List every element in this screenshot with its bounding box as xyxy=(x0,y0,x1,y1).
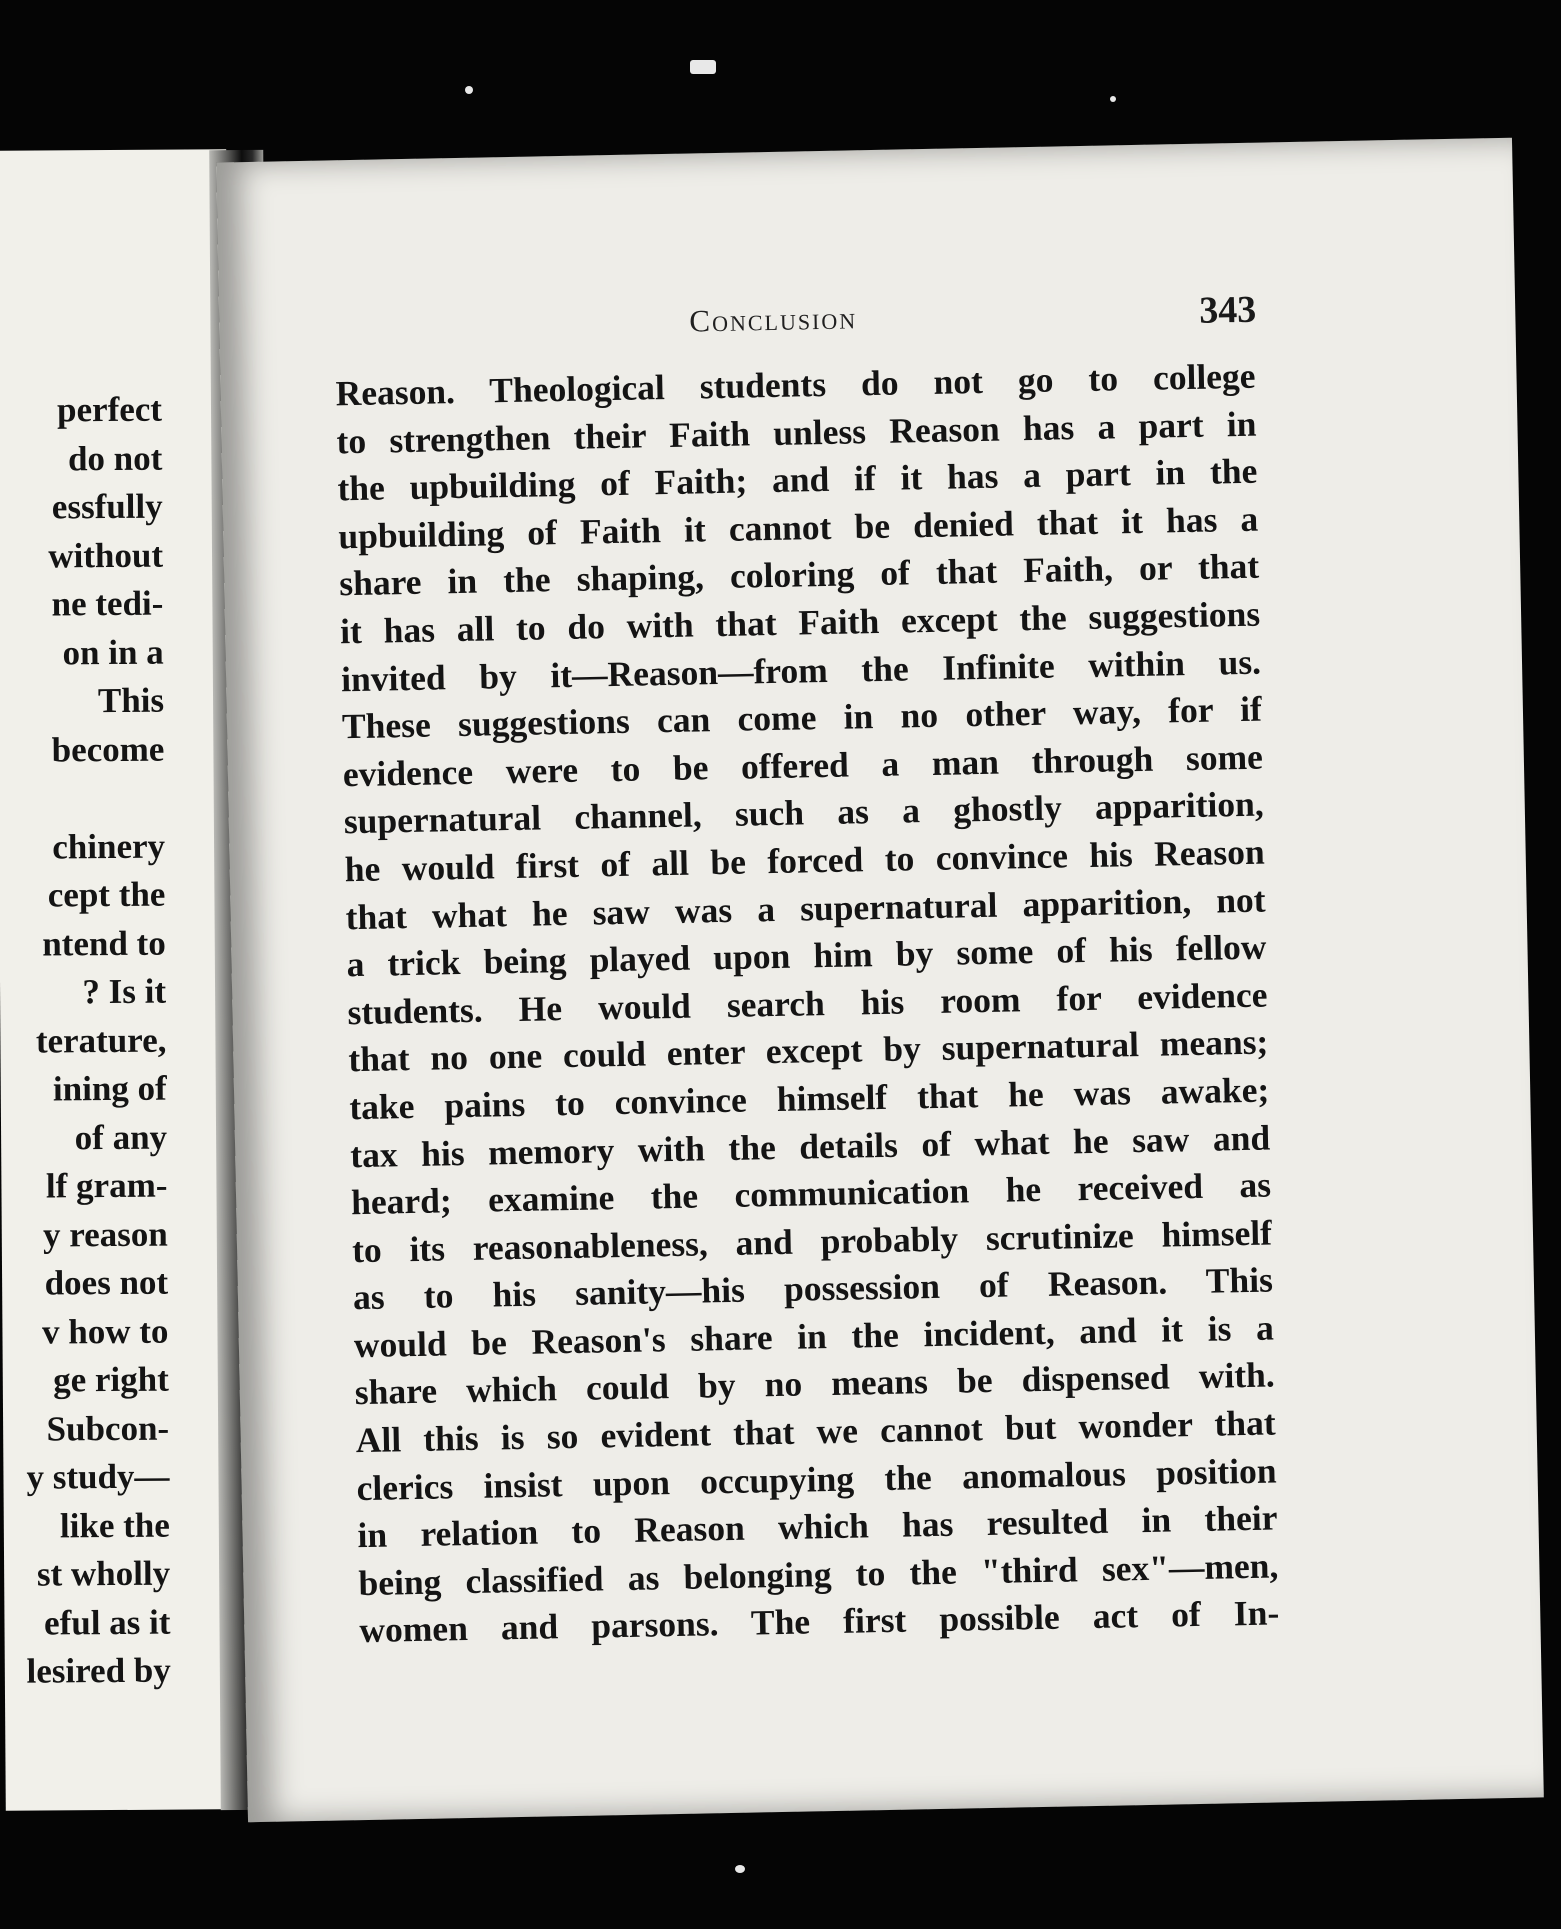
left-line: become xyxy=(51,729,165,769)
left-line: like the xyxy=(59,1505,170,1545)
text-line: share which could by no means be dispensed with. xyxy=(354,1354,1276,1413)
text-line: he would first of all be forced to convince his Reason xyxy=(344,831,1265,890)
left-page-text xyxy=(0,386,171,1698)
left-line xyxy=(0,774,165,825)
left-line: ntend to xyxy=(42,923,166,964)
text-line: that no one could enter except by supernatural means; xyxy=(348,1021,1269,1080)
text-line: invited by it—Reason—from the Infinite within us. xyxy=(340,641,1262,699)
text-line: women and parsons. The first possible act of In- xyxy=(359,1592,1280,1651)
left-line: does not xyxy=(44,1262,169,1303)
text-line: tax his memory with the details of what he saw and xyxy=(349,1117,1271,1175)
text-line: Reason. Theological students do not go to college xyxy=(335,355,1256,414)
dust-speck xyxy=(1110,96,1116,102)
text-line: to its reasonableness, and probably scrutinize himself xyxy=(351,1212,1273,1270)
left-line: essfully xyxy=(51,486,163,527)
left-line: without xyxy=(48,535,164,575)
left-line: ge right xyxy=(52,1359,169,1400)
left-line: on in a xyxy=(62,632,164,672)
left-line: ne tedi- xyxy=(51,583,164,624)
left-line: This xyxy=(97,680,165,721)
text-line: clerics insist upon occupying the anomalous position xyxy=(356,1450,1277,1508)
left-line: terature, xyxy=(35,1020,167,1061)
left-line: chinery xyxy=(52,826,166,866)
text-line: as to his sanity—his possession of Reason. This xyxy=(352,1259,1274,1318)
left-line: lf gram- xyxy=(45,1165,168,1206)
text-line: that what he saw was a supernatural apparition, not xyxy=(345,879,1266,937)
left-line: do not xyxy=(67,438,163,478)
text-line: being classified as belonging to the "third sex"—men, xyxy=(358,1545,1279,1603)
text-line: to strengthen their Faith unless Reason has a part in xyxy=(336,403,1257,461)
right-page xyxy=(216,138,1544,1823)
text-line: would be Reason's share in the incident, and it is a xyxy=(353,1307,1275,1366)
text-line: take pains to convince himself that he was awake; xyxy=(348,1069,1270,1128)
page-number: 343 xyxy=(1198,288,1257,332)
text-line: evidence were to be offered a man through some xyxy=(342,736,1264,795)
left-line: ining of xyxy=(52,1068,167,1109)
text-line: All this is so evident that we cannot but wonder that xyxy=(355,1402,1276,1461)
left-line: v how to xyxy=(41,1311,169,1352)
text-line: upbuilding of Faith it cannot be denied that it has a xyxy=(337,498,1259,557)
text-line: These suggestions can come in no other way, for if xyxy=(341,688,1263,747)
dust-speck xyxy=(465,86,473,94)
left-line: ? Is it xyxy=(82,971,167,1012)
left-line: y study— xyxy=(26,1456,170,1497)
left-line: eful as it xyxy=(43,1602,171,1643)
left-page xyxy=(0,149,238,1811)
text-line: it has all to do with that Faith except the suggestions xyxy=(339,593,1261,652)
text-line: share in the shaping, coloring of that Faith, or that xyxy=(338,546,1260,604)
running-head: Conclusion xyxy=(688,300,858,339)
text-line: the upbuilding of Faith; and if it has a part in the xyxy=(337,450,1258,509)
left-line: perfect xyxy=(56,389,163,430)
left-line: cept the xyxy=(47,874,166,915)
text-line: heard; examine the communication he received as xyxy=(350,1164,1272,1223)
left-line: of any xyxy=(74,1117,168,1157)
text-line: students. He would search his room for evidence xyxy=(347,974,1268,1032)
left-line: st wholly xyxy=(36,1553,171,1594)
text-line: a trick being played upon him by some of his fellow xyxy=(346,926,1267,985)
text-line: in relation to Reason which has resulted in their xyxy=(357,1497,1278,1556)
left-line: lesired by xyxy=(26,1650,171,1691)
left-line: y reason xyxy=(42,1214,168,1255)
dust-speck xyxy=(690,60,716,74)
body-text xyxy=(335,353,1279,1655)
text-line: supernatural channel, such as a ghostly apparition, xyxy=(343,783,1265,842)
left-line: Subcon- xyxy=(46,1408,170,1448)
dust-speck xyxy=(735,1865,745,1873)
